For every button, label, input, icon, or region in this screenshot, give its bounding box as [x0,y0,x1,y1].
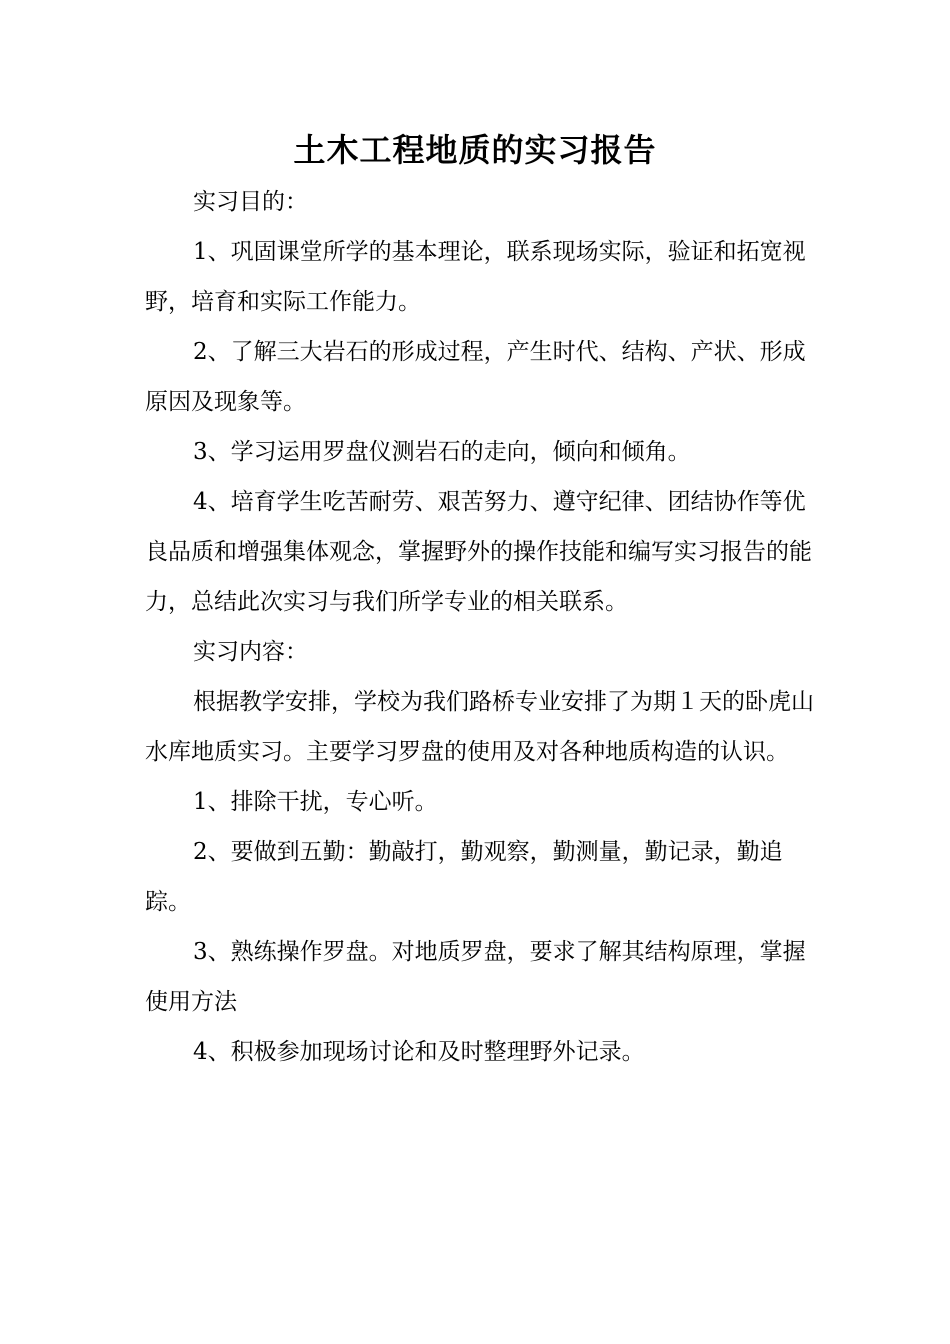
document-title: 土木工程地质的实习报告 [293,131,657,169]
paragraph: 4、培育学生吃苦耐劳、艰苦努力、遵守纪律、团结协作等优良品质和增强集体观念，掌握野外的操作技能和编写实习报告的能力，总结此次实习与我们所学专业的相关联系。 [145,489,812,615]
document-body [145,177,825,1077]
paragraph: 2、要做到五勤：勤敲打，勤观察，勤测量，勤记录，勤追踪。 [145,839,783,915]
paragraph: 2、了解三大岩石的形成过程，产生时代、结构、产状、形成原因及现象等。 [145,339,806,415]
paragraph: 1、巩固课堂所学的基本理论，联系现场实际，验证和拓宽视野，培育和实际工作能力。 [145,239,806,315]
section-heading-content: 实习内容： [193,639,308,665]
paragraph: 根据教学安排，学校为我们路桥专业安排了为期１天的卧虎山水库地质实习。主要学习罗盘的使用及对各种地质构造的认识。 [145,689,814,765]
paragraph: 1、排除干扰，专心听。 [193,789,438,815]
paragraph: 3、熟练操作罗盘。对地质罗盘，要求了解其结构原理，掌握使用方法 [145,939,806,1015]
paragraph: 3、学习运用罗盘仪测岩石的走向，倾向和倾角。 [193,439,691,465]
section-heading-purpose: 实习目的： [193,189,308,215]
paragraph: 4、积极参加现场讨论和及时整理野外记录。 [193,1039,645,1065]
